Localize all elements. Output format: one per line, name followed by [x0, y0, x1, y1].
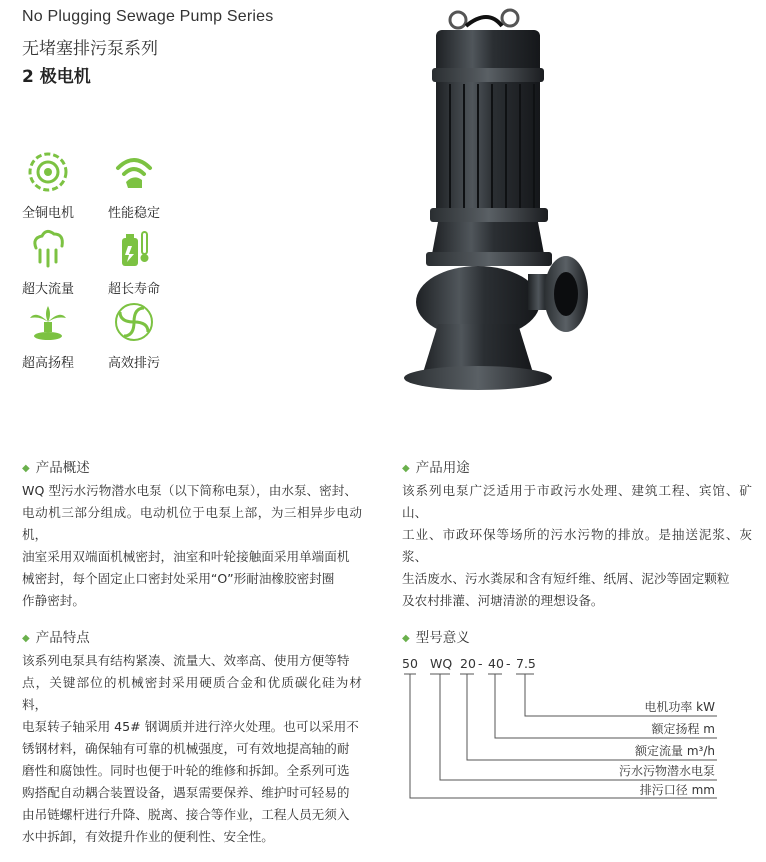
- text-line: 锈钢材料，确保轴有可靠的机械强度，可有效地提高轴的耐: [22, 741, 350, 756]
- code-part: WQ: [430, 656, 453, 671]
- overview-text: [22, 480, 362, 612]
- code-part: 50: [402, 656, 418, 671]
- code-part: -: [478, 656, 483, 671]
- text-line: 磨性和腐蚀性。同时也便于叶轮的维修和拆卸。全系列可选: [22, 763, 350, 778]
- text-line: 电动机三部分组成。电动机位于电泵上部，为三相异步电动机，: [22, 505, 362, 542]
- feature-label: 超长寿命: [107, 282, 160, 297]
- feature-stable: [94, 150, 174, 221]
- features-text: [22, 650, 362, 848]
- model-label-flow: 额定流量 m³/h: [635, 744, 715, 758]
- text-line: 及农村排灌、河塘清淤的理想设备。: [402, 593, 604, 608]
- text-line: WQ 型污水污物潜水电泵（以下简称电泵），由水泵、密封、: [22, 483, 357, 498]
- pump-image: [398, 4, 598, 396]
- code-part: 7.5: [516, 656, 536, 671]
- model-diagram-svg: [402, 652, 732, 802]
- feature-label: 全铜电机: [21, 206, 74, 221]
- code-part: 20: [460, 656, 476, 671]
- cloud-rain-icon: [26, 226, 70, 270]
- model-diagram: [402, 652, 732, 802]
- text-line: 械密封，每个固定止口密封处采用“O”形耐油橡胶密封圈: [22, 571, 335, 586]
- text-line: 点，关键部位的机械密封采用硬质合金和优质碳化硅为材料，: [22, 675, 362, 712]
- text-line: 生活废水、污水粪尿和含有短纤维、纸屑、泥沙等固定颗粒: [402, 571, 730, 586]
- text-line: 该系列电泵广泛适用于市政污水处理、建筑工程、宾馆、矿山、: [402, 483, 752, 520]
- text-line: 作静密封。: [22, 593, 85, 608]
- features-heading: ◆ 产品特点: [22, 630, 90, 646]
- feature-flow: [8, 226, 88, 297]
- fountain-icon: [26, 300, 70, 344]
- bullet-icon: ◆: [402, 463, 410, 474]
- model-heading: ◆ 型号意义: [402, 630, 470, 646]
- title-subtitle: 2 极电机: [22, 67, 91, 87]
- text-line: 油室采用双端面机械密封，油室和叶轮接触面采用单端面机: [22, 549, 350, 564]
- copper-motor-icon: [26, 150, 70, 194]
- code-part: -: [506, 656, 511, 671]
- title-en: No Plugging Sewage Pump Series: [22, 8, 274, 25]
- title-cn: 无堵塞排污泵系列: [22, 39, 158, 59]
- battery-thermometer-icon: [112, 226, 156, 270]
- text-line: 该系列电泵具有结构紧凑、流量大、效率高、使用方便等特: [22, 653, 350, 668]
- code-part: 40: [488, 656, 504, 671]
- model-label-power: 电机功率 kW: [644, 700, 715, 714]
- bullet-icon: ◆: [22, 633, 30, 644]
- bullet-icon: ◆: [22, 463, 30, 474]
- text-line: 由吊链螺杆进行升降、脱离、接合等作业，工程人员无须入: [22, 807, 350, 822]
- spiral-impeller-icon: [112, 300, 156, 344]
- text-line: 工业、市政环保等场所的污水污物的排放。是抽送泥浆、灰浆、: [402, 527, 752, 564]
- model-label-diameter: 排污口径 mm: [639, 783, 715, 797]
- text-line: 购搭配自动耦合装置设备，遇泵需要保养、维护时可轻易的: [22, 785, 350, 800]
- model-label-head: 额定扬程 m: [651, 722, 715, 736]
- model-label-type: 污水污物潜水电泵: [618, 764, 715, 778]
- text-line: 电泵转子轴采用 45# 钢调质并进行淬火处理。也可以采用不: [22, 719, 359, 734]
- bullet-icon: ◆: [402, 633, 410, 644]
- feature-life: [94, 226, 174, 297]
- feature-label: 超大流量: [21, 282, 74, 297]
- overview-heading: ◆ 产品概述: [22, 460, 90, 476]
- feature-label: 性能稳定: [107, 206, 160, 221]
- usage-heading: ◆ 产品用途: [402, 460, 470, 476]
- feature-head: [8, 300, 88, 371]
- feature-label: 超高扬程: [21, 356, 74, 371]
- wifi-hand-icon: [112, 150, 156, 194]
- feature-label: 高效排污: [107, 356, 160, 371]
- feature-copper-motor: [8, 150, 88, 221]
- feature-efficient: [94, 300, 174, 371]
- usage-text: [402, 480, 752, 612]
- text-line: 水中拆卸，有效提升作业的便利性、安全性。: [22, 829, 274, 844]
